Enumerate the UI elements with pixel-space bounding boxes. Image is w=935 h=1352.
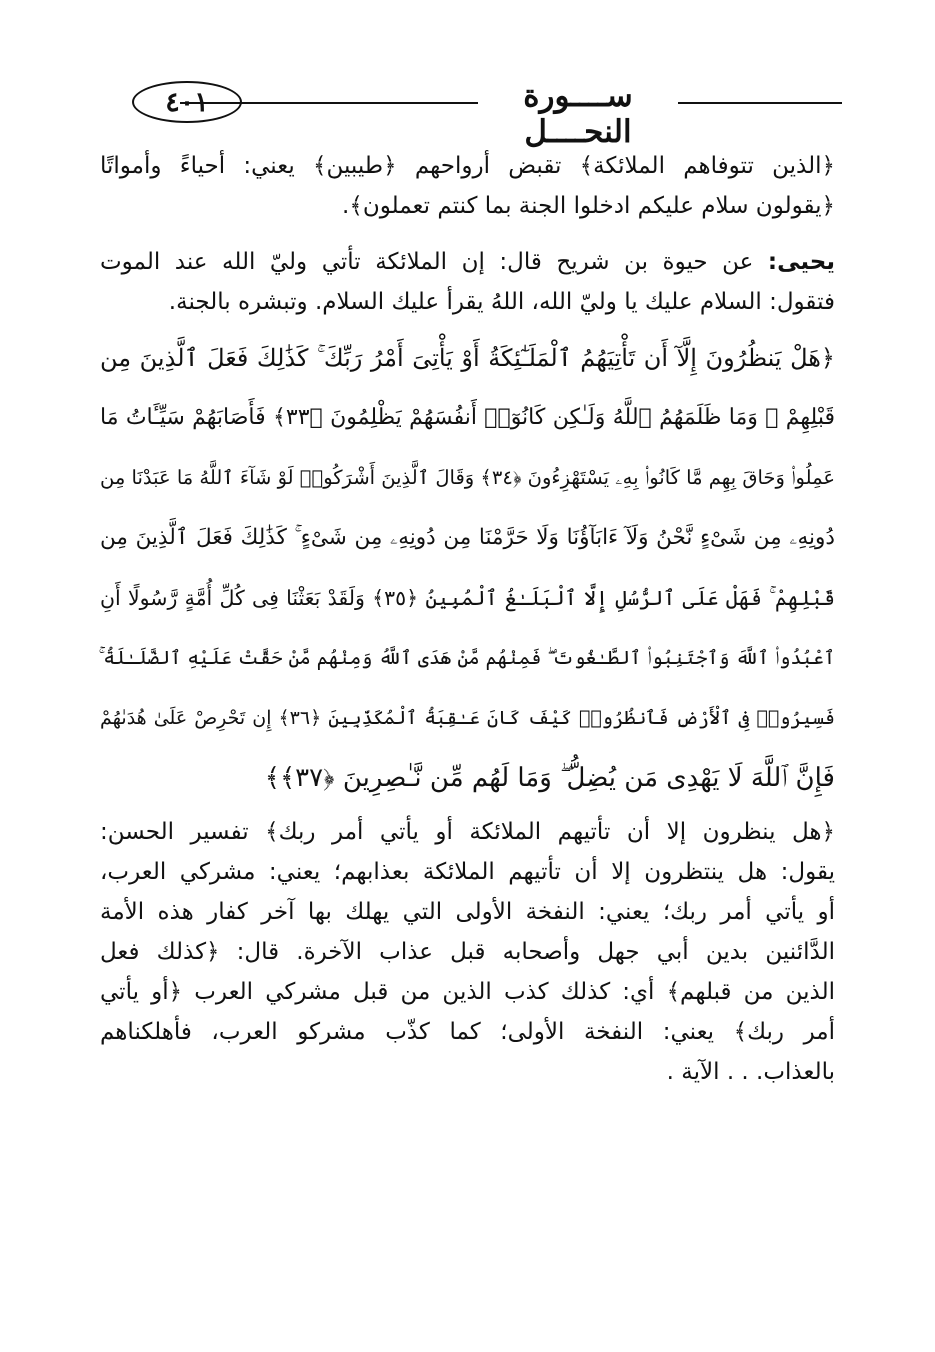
page-number	[132, 81, 242, 123]
text-line: أو يأتي أمر ربك؛ يعني: النفخة الأولى التي يهلك بها آخر كفار هذه الأمة	[100, 899, 835, 925]
paragraph-1	[100, 146, 835, 226]
text-line: ﴿يقولون سلام عليكم ادخلوا الجنة بما كنتم تعملون﴾.	[342, 193, 835, 219]
verse-line: عَمِلُوا۟ وَحَاقَ بِهِم مَّا كَانُوا۟ بِهِۦ يَسْتَهْزِءُونَ ﴿٣٤﴾ وَقَالَ ٱلَّذِينَ أَشْرَكُوا۟ لَوْ شَآءَ ٱللَّهُ مَا عَبَدْنَا مِن	[100, 466, 835, 489]
verse-line: قَبْلِهِمْ ۚ فَهَلْ عَلَى ٱلرُّسُلِ إِلَّا ٱلْبَلَـٰغُ ٱلْمُبِينُ ﴿٣٥﴾ وَلَقَدْ بَعَثْنَا فِى كُلِّ أُمَّةٍ رَّسُولًا أَنِ	[100, 586, 836, 610]
verse-line: قَبْلِهِمْ ۚ وَمَا ظَلَمَهُمُ ٱللَّهُ وَلَـٰكِن كَانُوٓا۟ أَنفُسَهُمْ يَظْلِمُونَ ﴿٣٣﴾ فَأَصَابَهُمْ سَيِّـَٔاتُ مَا	[100, 405, 835, 430]
paragraph-2	[100, 242, 835, 322]
surah-title: ســــورة النحــــل	[523, 78, 633, 150]
verse-line: ٱعْبُدُوا۟ ٱللَّهَ وَٱجْتَنِبُوا۟ ٱلطَّـٰغُوتَ ۖ فَمِنْهُم مَّنْ هَدَى ٱللَّهُ وَمِنْهُم مَّنْ حَقَّتْ عَلَيْهِ ٱلضَّلَـٰلَةُ ۚ	[98, 647, 835, 669]
verse-line: دُونِهِۦ مِن شَىْءٍ نَّحْنُ وَلَآ ءَابَآؤُنَا وَلَا حَرَّمْنَا مِن دُونِهِۦ مِن شَىْءٍ ۚ كَذَٰلِكَ فَعَلَ ٱلَّذِينَ مِن	[100, 525, 835, 550]
page-header	[92, 78, 842, 150]
text-line: أمر ربك﴾ يعني: النفخة الأولى؛ كما كذّب مشركو العرب، فأهلكناهم	[100, 1019, 835, 1045]
text-line: ﴿هل ينظرون إلا أن تأتيهم الملائكة أو يأتي أمر ربك﴾ تفسير الحسن:	[100, 819, 835, 845]
text-line: الذين من قبلهم﴾ أي: كذلك كذب الذين من قبل مشركي العرب ﴿أو يأتي	[100, 979, 835, 1005]
text-line: بالعذاب. . . الآية .	[666, 1059, 835, 1085]
text-line: فتقول: السلام عليك يا وليّ الله، اللهُ يقرأ عليك السلام. وتبشره بالجنة.	[168, 289, 835, 315]
quran-verses	[100, 328, 835, 808]
text-line-body: عن حيوة بن شريح قال: إن الملائكة تأتي وليّ الله عند الموت	[100, 249, 768, 275]
verse-line: ﴿هَلْ يَنظُرُونَ إِلَّآ أَن تَأْتِيَهُمُ ٱلْمَلَـٰٓئِكَةُ أَوْ يَأْتِىَ أَمْرُ رَبِّكَ ۚ كَذَٰلِكَ فَعَلَ ٱلَّذِينَ مِن	[100, 344, 835, 372]
text-line: ﴿الذين تتوفاهم الملائكة﴾ تقبض أرواحهم ﴿طيبين﴾ يعني: أحياءً وأمواتًا	[100, 153, 835, 179]
commentary	[100, 812, 835, 1092]
text-line: الدَّائنين بدين أبي جهل وأصحابه قبل عذاب الآخرة. قال: ﴿كذلك فعل	[100, 939, 835, 965]
page-number-text: ٤٠١	[165, 86, 209, 118]
page-body	[100, 146, 835, 1092]
header-rule-right	[678, 102, 842, 104]
speaker-name: يحيى:	[767, 249, 835, 275]
text-line: يقول: هل ينتظرون إلا أن تأتيهم الملائكة بعذابهم؛ يعني: مشركي العرب،	[100, 859, 835, 885]
verse-line: فَسِيرُوا۟ فِى ٱلْأَرْضِ فَٱنظُرُوا۟ كَيْفَ كَانَ عَـٰقِبَةُ ٱلْمُكَذِّبِينَ ﴿٣٦﴾ إِن تَحْرِصْ عَلَىٰ هُدَىٰهُمْ	[100, 707, 835, 729]
verse-line: فَإِنَّ ٱللَّهَ لَا يَهْدِى مَن يُضِلُّ ۖ وَمَا لَهُم مِّن نَّـٰصِرِينَ ﴿٣٧﴾﴾	[264, 763, 835, 793]
text-line	[100, 242, 835, 282]
